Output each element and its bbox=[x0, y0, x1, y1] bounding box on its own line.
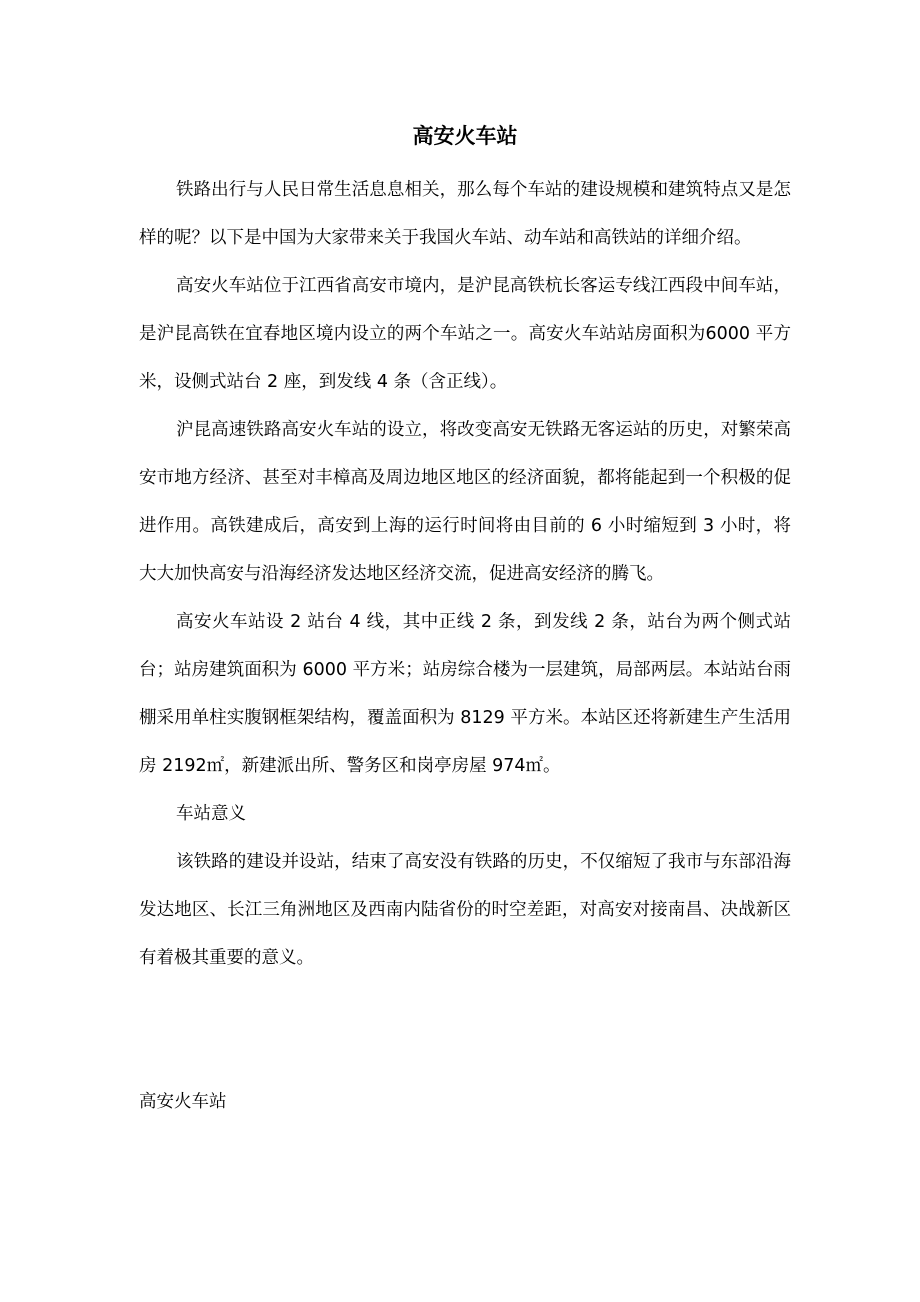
paragraph-significance: 该铁路的建设并设站，结束了高安没有铁路的历史，不仅缩短了我市与东部沿海发达地区、长江三角洲地区及西南内陆省份的时空差距，对高安对接南昌、决战新区有着极其重要的意义。 bbox=[139, 852, 791, 968]
paragraph-location: 高安火车站位于江西省高安市境内，是沪昆高铁杭长客运专线江西段中间车站，是沪昆高铁在宜春地区境内设立的两个车站之一。高安火车站站房面积为6000 平方米，设侧式站台 2 座，到发线 4 条（含正线）。 bbox=[139, 276, 791, 392]
document-title: 高安火车站 bbox=[412, 124, 518, 148]
section-heading-significance: 车站意义 bbox=[176, 804, 246, 824]
paragraph-intro: 铁路出行与人民日常生活息息相关，那么每个车站的建设规模和建筑特点又是怎样的呢？以下是中国为大家带来关于我国火车站、动车站和高铁站的详细介绍。 bbox=[139, 180, 791, 248]
paragraph-economic-impact: 沪昆高速铁路高安火车站的设立，将改变高安无铁路无客运站的历史，对繁荣高安市地方经济、甚至对丰樟高及周边地区地区的经济面貌，都将能起到一个积极的促进作用。高铁建成后，高安到上海的运行时间将由目前的 6 小时缩短到 3 小时，将大大加快高安与沿海经济发达地区经济交流，促进高安经济的腾飞。 bbox=[139, 420, 791, 584]
document-body bbox=[139, 118, 791, 982]
footer-title: 高安火车站 bbox=[139, 1092, 227, 1112]
paragraph-station-facilities: 高安火车站设 2 站台 4 线，其中正线 2 条，到发线 2 条，站台为两个侧式站台；站房建筑面积为 6000 平方米；站房综合楼为一层建筑，局部两层。本站站台雨棚采用单柱实腹钢框架结构，覆盖面积为 8129 平方米。本站区还将新建生产生活用房 2192㎡，新建派出所、警务区和岗亭房屋 974㎡。 bbox=[139, 612, 791, 776]
